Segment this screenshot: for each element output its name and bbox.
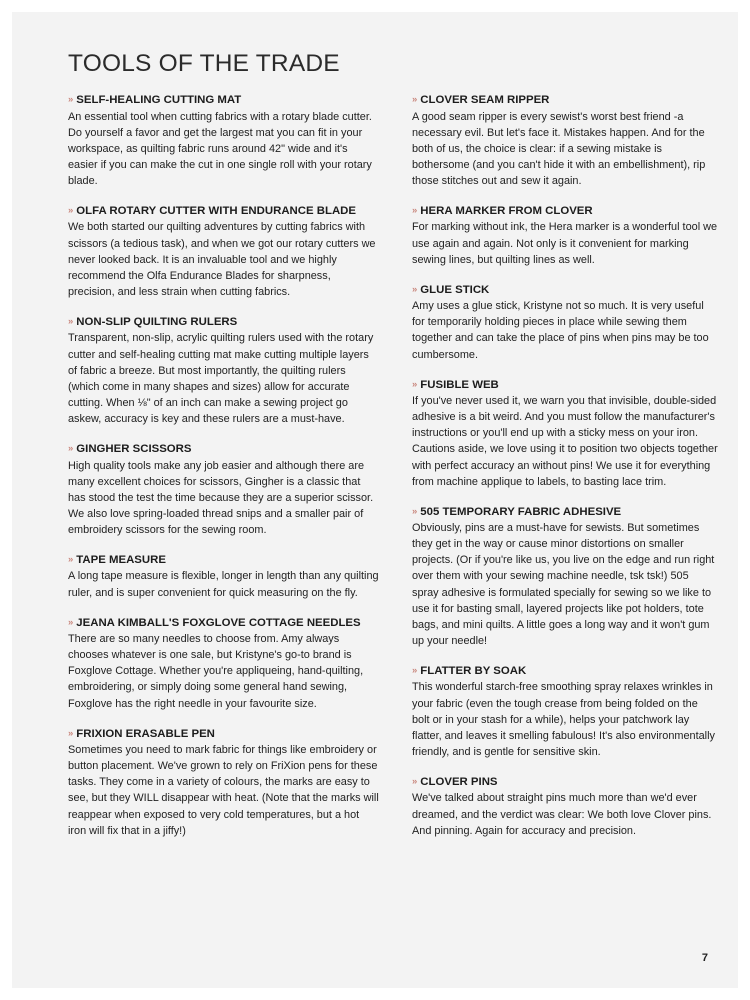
chevron-right-icon: » [68,727,74,739]
chevron-right-icon: » [68,443,74,454]
entry-heading-text: 505 TEMPORARY FABRIC ADHESIVE [420,505,622,518]
entry-heading-text: OLFA ROTARY CUTTER WITH ENDURANCE BLADE [76,204,356,217]
entry-heading [412,505,718,521]
entry-glue-stick [412,283,718,363]
entry-quilting-rulers [68,315,380,427]
entry-heading-text: CLOVER PINS [420,775,498,788]
entry-heading [68,315,380,331]
entry-hera-marker [412,204,718,268]
document-page [12,12,738,988]
entry-heading [68,727,380,743]
entry-heading-text: TAPE MEASURE [76,553,166,566]
entry-body: High quality tools make any job easier and although there are many excellent choices for scissors, Gingher is a classic that has stood the test the time because they are a superior scissor. We also love spring-loaded thread snips and a smaller pair of embroidery scissors for the sewing room. [68,459,374,536]
entry-body: There are so many needles to choose from. Amy always chooses whatever is one sale, but Kristyne's go-to brand is Foxglove Cottage. Whether you're appliqueing, hand-quilting, embroidering, or simply doing some general hand sewing, Foxglove has the right needle in your favourite size. [68,633,364,710]
entry-heading [412,93,718,109]
entry-body: A long tape measure is flexible, longer in length than any quilting ruler, and is super convenient for quick measuring on the fly. [68,570,379,599]
entry-body: A good seam ripper is every sewist's worst best friend -a necessary evil. But let's face it. Mistakes happen. And for the both of us, the choice is clear: if a sewing mistake is bothersome (and you can't hide it with an embellishment), rip those stitches out and sew it again. [412,110,706,187]
entry-flatter-by-soak [412,664,718,760]
entry-foxglove-needles [68,616,380,712]
entry-body: We've talked about straight pins much more than we'd ever dreamed, and the verdict was clear: We both love Clover pins. And pinning. Again for accuracy and precision. [412,792,712,837]
entry-heading [412,283,718,299]
entry-rotary-cutter [68,204,380,300]
entry-seam-ripper [412,93,718,189]
entry-heading-text: CLOVER SEAM RIPPER [420,94,550,106]
entry-heading-text: FLATTER BY SOAK [420,664,527,677]
entry-heading-text: FRIXION ERASABLE PEN [76,727,215,740]
entry-heading-text: GINGHER SCISSORS [76,443,192,455]
entry-heading-text: NON-SLIP QUILTING RULERS [76,315,238,328]
chevron-right-icon: » [68,553,74,565]
entry-heading-text: JEANA KIMBALL'S FOXGLOVE COTTAGE NEEDLES [76,616,361,629]
entry-heading-text: SELF-HEALING CUTTING MAT [76,94,242,106]
entry-cutting-mat [68,93,380,189]
left-column [68,93,380,854]
entry-gingher-scissors [68,442,380,538]
entry-heading [412,664,718,680]
entry-heading [68,553,380,569]
entry-body: Sometimes you need to mark fabric for things like embroidery or button placement. We've grown to rely on FriXion pens for these tasks. They come in a variety of colours, the marks are easy to see, but they WILL disappear with heat. (Note that the marks will reappear when exposed to very cold temperatures, but a hot iron will fix that in a jiffy!) [68,744,379,837]
page-title: TOOLS OF THE TRADE [68,50,340,77]
entry-heading [68,204,380,220]
entry-body: We both started our quilting adventures by cutting fabrics with scissors (a tedious task), and when we got our rotary cutters we never looked back. It is an invaluable tool and we highly recommend the Olfa Endurance Blades for sharpness, precision, and less strain when cutting fabrics. [68,221,376,298]
entry-body: Amy uses a glue stick, Kristyne not so much. It is very useful for temporarily holding pieces in place while sewing them together and can take the place of pins when pins may be too cumbersome. [412,300,709,361]
chevron-right-icon: » [412,283,418,295]
entry-body: Transparent, non-slip, acrylic quilting rulers used with the rotary cutter and self-healing cutting mat make cutting multiple layers of fabric a breeze. But most importantly, the quilting rulers (which come in many shapes and sizes) allow for accurate cutting. When ⅛" of an inch can make a sewing project go askew, accuracy is key and these rulers are a must-have. [68,332,374,425]
chevron-right-icon: » [412,378,418,390]
chevron-right-icon: » [68,204,74,216]
chevron-right-icon: » [68,315,74,327]
entry-heading [68,93,380,109]
page-number: 7 [701,952,708,964]
chevron-right-icon: » [412,775,418,787]
chevron-right-icon: » [412,204,418,216]
entry-heading [412,775,718,791]
entry-heading [68,616,380,632]
entry-body: Obviously, pins are a must-have for sewists. But sometimes they get in the way or cause minor distortions on smaller projects. (Or if you're like us, you live on the edge and run right over them with your sewing machine needle, tsk tsk!) 505 spray adhesive is formulated specially for sewing so we like to use it for basting small, layered projects like pot holders, tote bags, and mini quilts. A little goes a long way and it won't gum up your needle! [412,522,715,647]
entry-frixion-pen [68,727,380,839]
entry-heading-text: HERA MARKER FROM CLOVER [420,204,593,217]
entry-body: If you've never used it, we warn you that invisible, double-sided adhesive is a bit weird. And you must follow the manufacturer's instructions or you'll end up with a sticky mess on your iron. Cautions aside, we love using it to position two objects together with perfect accuracy an without pins! We use it for everything from machine applique to labels, to basting lace trim. [412,395,718,488]
entry-heading-text: GLUE STICK [420,283,490,296]
entry-tape-measure [68,553,380,601]
entry-heading [68,442,380,458]
chevron-right-icon: » [412,505,418,517]
entry-body: An essential tool when cutting fabrics with a rotary blade cutter. Do yourself a favor and get the largest mat you can fit in your workspace, as quilting fabric runs around 42" wide and it's easier if you can make the cut in one single roll with your rotary blade. [68,110,372,187]
entry-fusible-web [412,378,718,490]
chevron-right-icon: » [68,616,74,628]
entry-heading [412,378,718,394]
chevron-right-icon: » [412,664,418,676]
entry-body: This wonderful starch-free smoothing spray relaxes wrinkles in your fabric (even the tough crease from being folded on the bolt or in your stash for a while), helps your patchwork lay flatter, and leaves it smelling fabulous! It's also environmentally friendly, and is gentle for sensitive skin. [412,681,715,758]
entry-body: For marking without ink, the Hera marker is a wonderful tool we use again and again. Not only is it convenient for marking sewing lines, but quilting lines as well. [412,221,718,266]
entry-heading [412,204,718,220]
right-column [412,93,718,854]
chevron-right-icon: » [412,94,418,105]
entry-fabric-adhesive [412,505,718,649]
entry-clover-pins [412,775,718,839]
chevron-right-icon: » [68,94,74,105]
entry-heading-text: FUSIBLE WEB [420,378,499,391]
